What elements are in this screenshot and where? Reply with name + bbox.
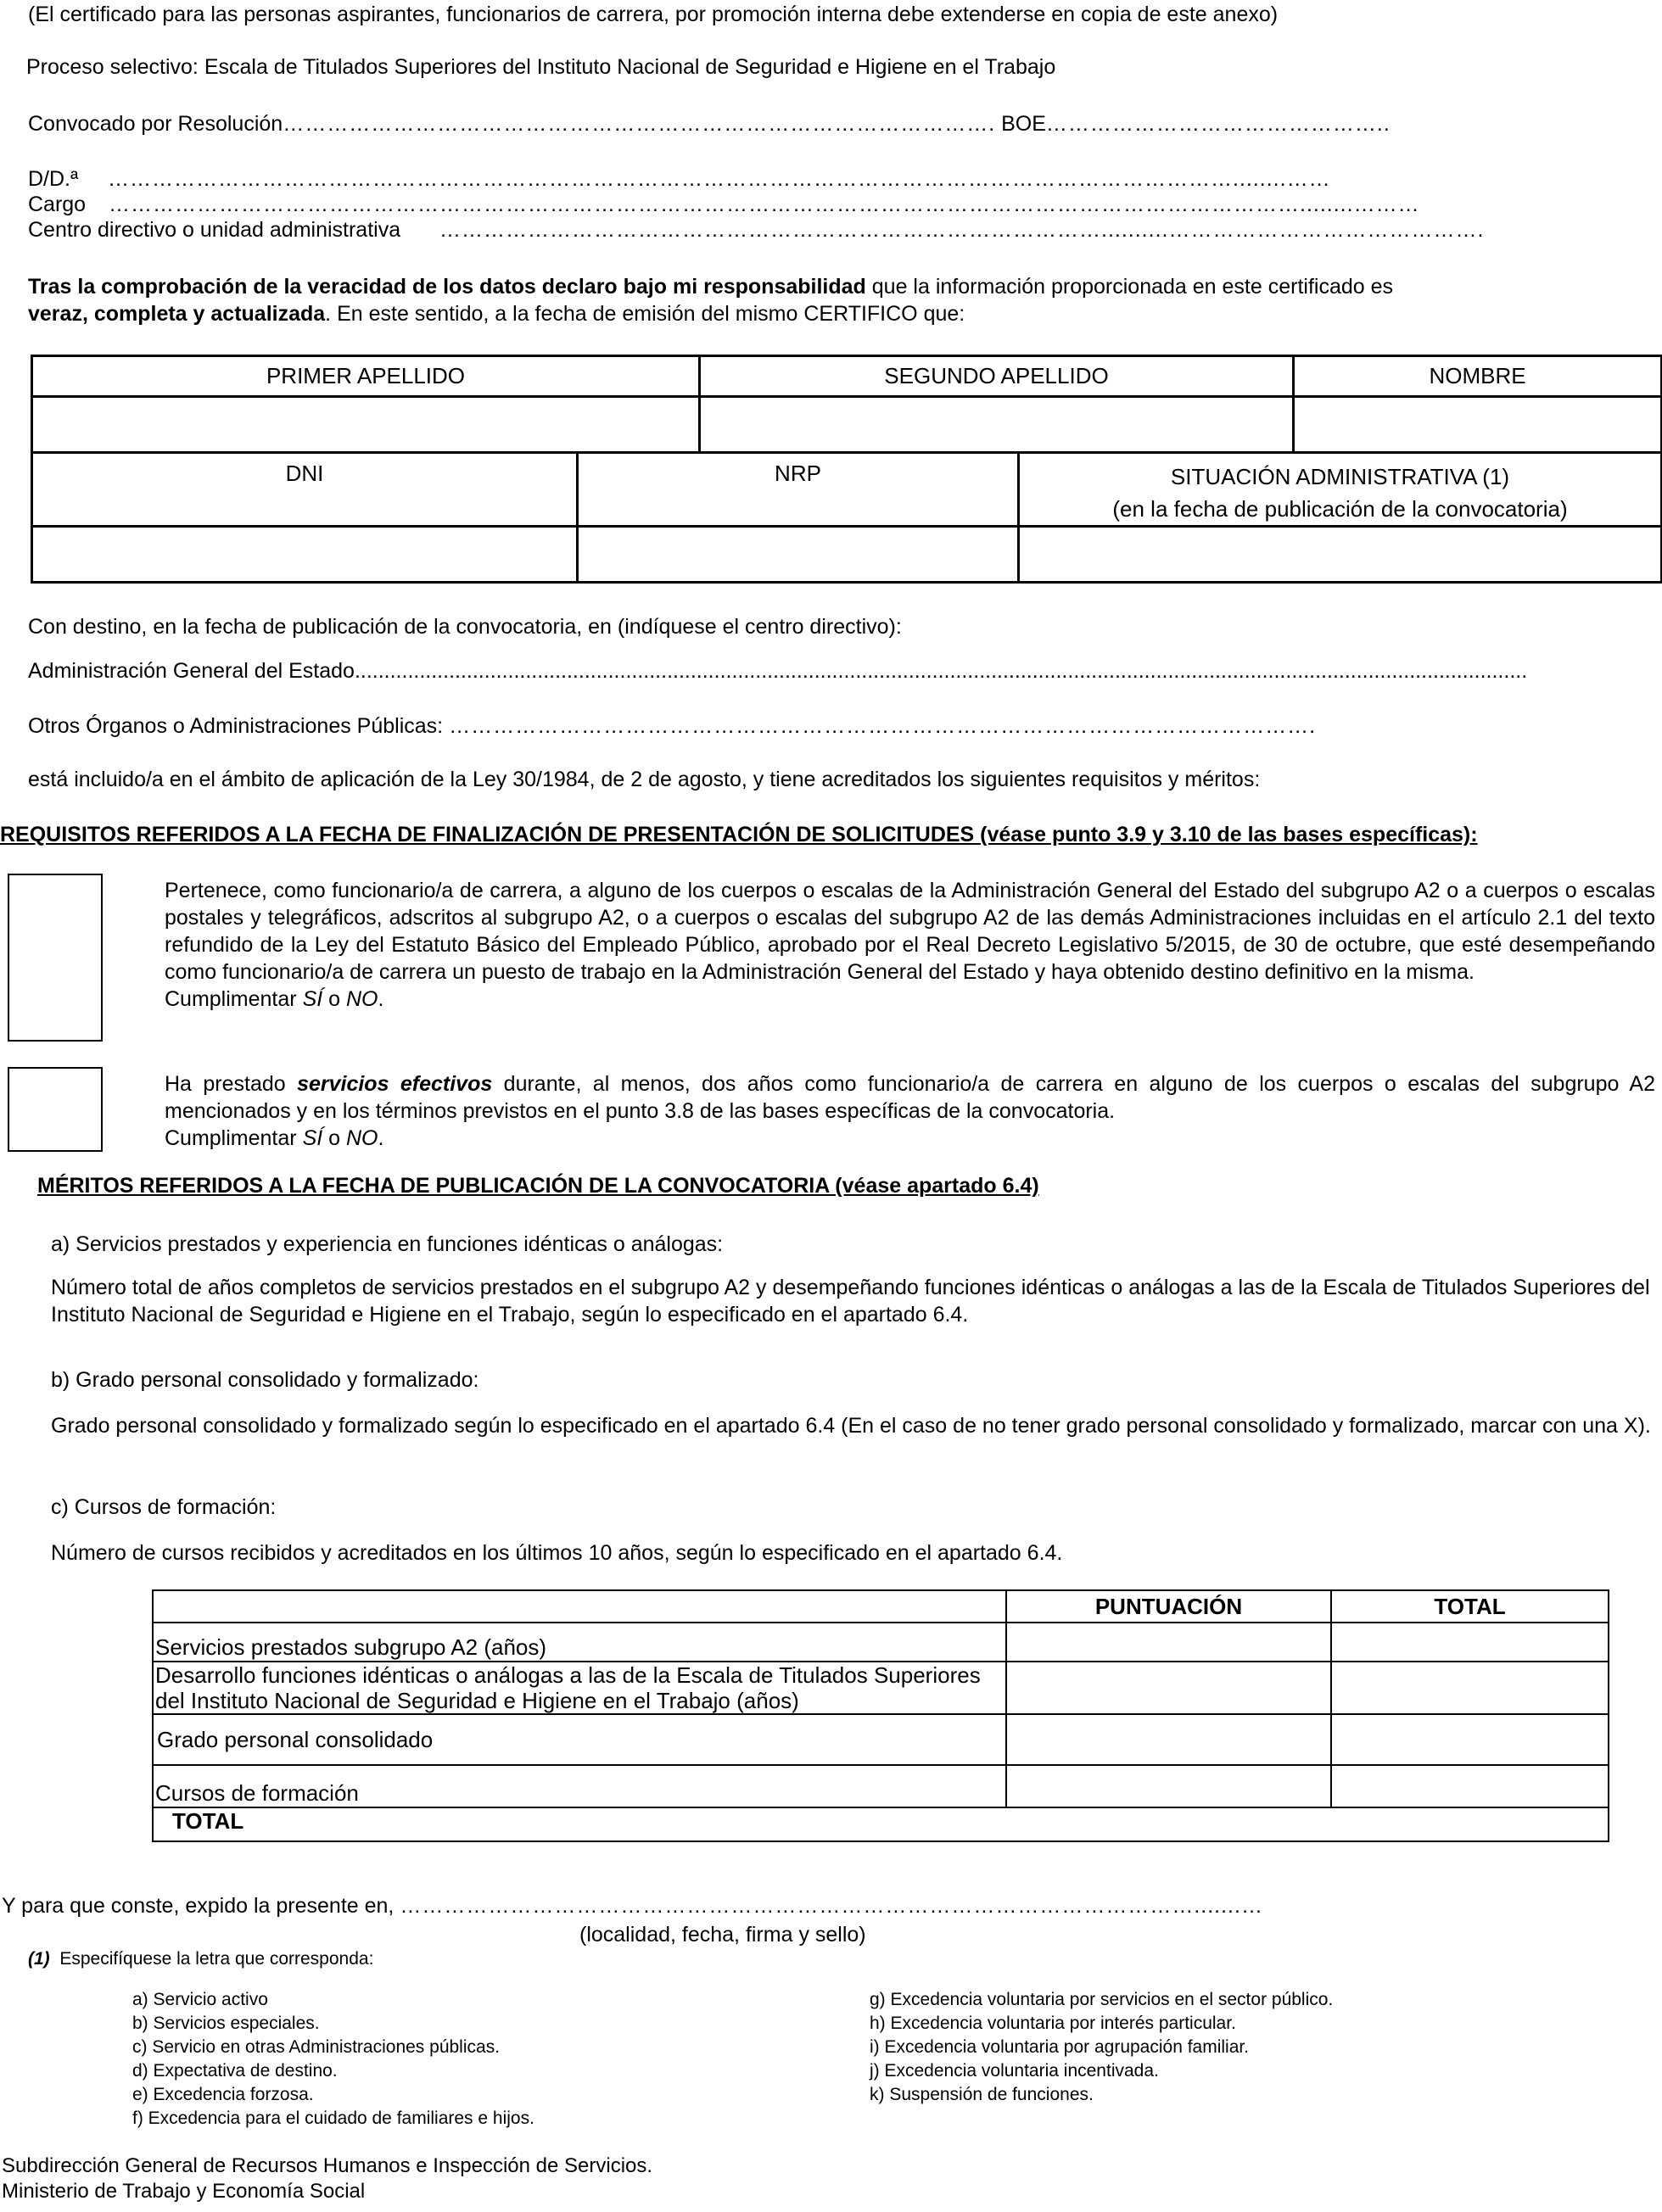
situacion-label: SITUACIÓN ADMINISTRATIVA (1) — [1170, 464, 1510, 489]
score-cell-puntuacion[interactable] — [1006, 1623, 1331, 1662]
requisitos-header: REQUISITOS REFERIDOS A LA FECHA DE FINALIZACIÓN DE PRESENTACIÓN DE SOLICITUDES (véase punto 3.9 y 3.10 de las bases específicas): — [0, 823, 1478, 846]
requisito-2-cumplimentar: Cumplimentar — [165, 1126, 303, 1150]
score-cell-puntuacion[interactable] — [1006, 1714, 1331, 1765]
score-header-puntuacion: PUNTUACIÓN — [1006, 1590, 1331, 1623]
footnote-item: d) Expectativa de destino. — [132, 2061, 338, 2081]
closing-dots[interactable]: ……………………………………………………………………………………………….......… — [400, 1894, 1263, 1918]
destino-age-label: Administración General del Estado — [28, 659, 355, 683]
ley-text: está incluido/a en el ámbito de aplicación de la Ley 30/1984, de 2 de agosto, y tiene acreditados los siguientes requisitos y méritos: — [28, 768, 1261, 791]
merito-a-title: a) Servicios prestados y experiencia en funciones idénticas o análogas: — [51, 1232, 724, 1256]
score-table — [152, 1589, 1609, 1842]
footnote-right-list — [870, 1988, 1333, 2107]
footnote-title: Especifíquese la letra que corresponda: — [59, 1949, 374, 1969]
header-nombre: NOMBRE — [1294, 356, 1662, 397]
score-cell-total[interactable] — [1331, 1662, 1609, 1714]
requisito-1-no: NO — [345, 987, 378, 1011]
closing-line — [2, 1893, 1263, 1919]
boe-dots[interactable]: ……………………………………….. — [1045, 112, 1391, 136]
header-primer-apellido: PRIMER APELLIDO — [32, 356, 700, 397]
footnote-item: h) Excedencia voluntaria por interés particular. — [870, 2014, 1236, 2033]
score-cell-total[interactable] — [1331, 1714, 1609, 1765]
requisito-1-cumplimentar: Cumplimentar — [165, 987, 303, 1011]
closing-sub: (localidad, fecha, firma y sello) — [579, 1923, 866, 1947]
score-row-label: Servicios prestados subgrupo A2 (años) — [153, 1623, 1006, 1662]
score-header-total: TOTAL — [1331, 1590, 1609, 1623]
footnote-left-list — [132, 1988, 534, 2131]
declaration-bold-1: Tras la comprobación de la veracidad de los datos declaro bajo mi responsabilidad — [28, 275, 866, 299]
requisito-2-checkbox[interactable] — [8, 1067, 103, 1152]
requisito-1-period: . — [378, 987, 384, 1011]
centro-dots[interactable]: ………………………………………………………………………………..........……………………………………. — [439, 218, 1485, 242]
merito-b-text: Grado personal consolidado y formalizado según lo especificado en el apartado 6.4 (En el caso de no tener grado personal consolidado y formalizado, marcar con una X). — [51, 1414, 1651, 1438]
score-cell-total[interactable] — [1331, 1623, 1609, 1662]
declaration-bold-2: veraz, completa y actualizada — [28, 302, 326, 326]
header-dni: DNI — [32, 453, 578, 527]
requisito-2-text — [165, 1070, 1655, 1152]
requisito-2-no: NO — [345, 1126, 378, 1150]
situacion-sub: (en la fecha de publicación de la convocatoria) — [1112, 496, 1568, 522]
footnote-title-line — [28, 1947, 373, 1971]
destino-otros-line — [28, 713, 1316, 739]
footnote-item: a) Servicio activo — [132, 1990, 268, 2009]
meritos-header: MÉRITOS REFERIDOS A LA FECHA DE PUBLICACIÓN DE LA CONVOCATORIA (véase apartado 6.4) — [37, 1174, 1039, 1198]
footnote-item: i) Excedencia voluntaria por agrupación familiar. — [870, 2037, 1250, 2057]
destino-age-line — [28, 658, 1527, 684]
score-row-label: Grado personal consolidado — [153, 1714, 1006, 1765]
merito-b-title: b) Grado personal consolidado y formalizado: — [51, 1368, 479, 1392]
merito-c-title: c) Cursos de formación: — [51, 1495, 277, 1519]
field-primer-apellido[interactable] — [32, 397, 700, 453]
id-table-names — [31, 355, 1662, 454]
destino-age-dots[interactable]: ....................................................................................................................................................................................................... — [354, 659, 1528, 683]
score-total-label: TOTAL — [153, 1807, 1609, 1841]
score-row-label: Desarrollo funciones idénticas o análogas a las de la Escala de Titulados Superiores del Instituto Nacional de Seguridad e Higiene en el Trabajo (años) — [153, 1662, 1006, 1714]
requisito-2-a: Ha prestado — [165, 1072, 298, 1096]
requisito-2-o: o — [322, 1126, 346, 1150]
footnote-item: f) Excedencia para el cuidado de familiares e hijos. — [132, 2109, 534, 2128]
destino-otros-dots[interactable]: ………………………………………………………………………………………………………. — [449, 714, 1317, 738]
requisito-1-body: Pertenece, como funcionario/a de carrera, a alguno de los cuerpos o escalas de la Administración General del Estado del subgrupo A2 o a cuerpos o escalas postales y telegráficos, adscritos al subgrupo A2, o a cuerpos o escalas del subgrupo A2 de las demás Administraciones incluidas en el artículo 2.1 del texto refundido de la Ley del Estatuto Básico del Empleado Público, aprobado por el Real Decreto Legislativo 5/2015, de 30 de octubre, que esté desempeñando como funcionario/a de carrera un puesto de trabajo en la Administración General del Estado y haya obtenido destino definitivo en la misma. — [165, 879, 1655, 984]
footnote-item: e) Excedencia forzosa. — [132, 2085, 314, 2104]
convocado-label: Convocado por Resolución — [28, 112, 283, 136]
field-nombre[interactable] — [1294, 397, 1662, 453]
declaration-text-2: . En este sentido, a la fecha de emisión del mismo CERTIFICO que: — [325, 302, 965, 326]
footnote-item: b) Servicios especiales. — [132, 2014, 320, 2033]
convocado-dots[interactable]: ……………………………………………………………………………………. — [283, 112, 996, 136]
boe-label: BOE — [1001, 112, 1046, 136]
footnote-item: j) Excedencia voluntaria incentivada. — [870, 2061, 1159, 2081]
dd-dots[interactable]: ………………………………………………………………………………………………………………………………………........…… — [108, 167, 1331, 191]
requisito-1-text — [165, 877, 1655, 1013]
requisito-1-checkbox[interactable] — [8, 874, 103, 1042]
field-dni[interactable] — [32, 527, 578, 583]
requisito-2-c: durante, al menos, dos años como funcionario/a de carrera en alguno de los cuerpos o escalas del subgrupo A2 mencionados y en los términos previstos en el punto 3.8 de las bases específicas de la convocatoria. — [165, 1072, 1655, 1123]
cargo-label: Cargo — [28, 193, 87, 216]
merito-c-text: Número de cursos recibidos y acreditados en los últimos 10 años, según lo especificado en el apartado 6.4. — [51, 1541, 1063, 1565]
score-cell-puntuacion[interactable] — [1006, 1765, 1331, 1807]
footnote-item: k) Suspensión de funciones. — [870, 2085, 1094, 2104]
score-cell-total[interactable] — [1331, 1765, 1609, 1807]
closing-text: Y para que conste, expido la presente en, — [2, 1894, 395, 1918]
score-row-label: Cursos de formación — [153, 1765, 1006, 1807]
requisito-2-period: . — [378, 1126, 384, 1150]
header-nrp: NRP — [578, 453, 1019, 527]
proceso-selectivo: Proceso selectivo: Escala de Titulados Superiores del Instituto Nacional de Seguridad e Higiene en el Trabajo — [26, 55, 1056, 79]
centro-label: Centro directivo o unidad administrativa — [28, 218, 401, 242]
header-situacion — [1019, 453, 1662, 527]
field-nrp[interactable] — [578, 527, 1019, 583]
requisito-2-b: servicios efectivos — [297, 1072, 493, 1096]
destino-otros-label: Otros Órganos o Administraciones Públicas: — [28, 714, 444, 738]
intro-note: (El certificado para las personas aspirantes, funcionarios de carrera, por promoción interna debe extenderse en copia de este anexo) — [28, 3, 1279, 26]
footnote-num: (1) — [28, 1949, 50, 1969]
field-situacion[interactable] — [1019, 527, 1662, 583]
cargo-dots[interactable]: ………………………………………………………………………………………………………………………………………………........……… — [109, 193, 1420, 216]
dd-label: D/D.ª — [28, 167, 79, 191]
merito-a-text: Número total de años completos de servicios prestados en el subgrupo A2 y desempeñando funciones idénticas o análogas a las de la Escala de Titulados Superiores del Instituto Nacional de Seguridad e Higiene en el Trabajo, según lo especificado en el apartado 6.4. — [51, 1276, 1650, 1327]
requisito-1-o: o — [322, 987, 346, 1011]
footnote-item: g) Excedencia voluntaria por servicios en el sector público. — [870, 1990, 1334, 2009]
declaration-text-1: que la información proporcionada en este certificado es — [865, 275, 1394, 299]
declaration — [28, 273, 1419, 327]
footnote-item: c) Servicio en otras Administraciones públicas. — [132, 2037, 501, 2057]
id-table-dni — [31, 451, 1662, 584]
score-header-blank — [153, 1590, 1006, 1623]
header-segundo-apellido: SEGUNDO APELLIDO — [700, 356, 1294, 397]
field-segundo-apellido[interactable] — [700, 397, 1294, 453]
requisito-2-si: SÍ — [302, 1126, 323, 1150]
requisito-1-si: SÍ — [302, 987, 323, 1011]
footer-line-2: Ministerio de Trabajo y Economía Social — [2, 2180, 366, 2203]
score-cell-puntuacion[interactable] — [1006, 1662, 1331, 1714]
footer-line-1: Subdirección General de Recursos Humanos e Inspección de Servicios. — [2, 2154, 653, 2177]
destino-intro: Con destino, en la fecha de publicación de la convocatoria, en (indíquese el centro directivo): — [28, 615, 902, 639]
convocado-line — [28, 111, 1391, 137]
